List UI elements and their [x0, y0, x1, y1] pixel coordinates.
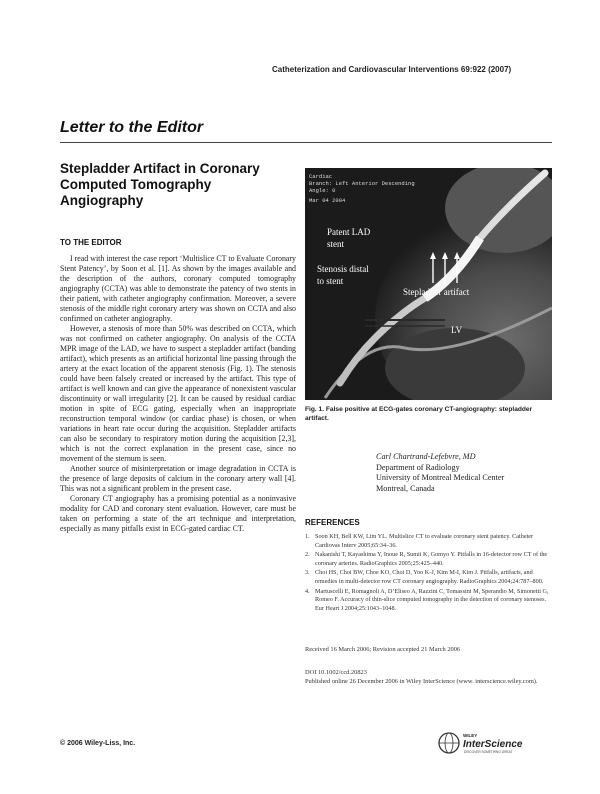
- ct-image: [305, 168, 552, 400]
- logo-main: InterScience: [463, 739, 523, 750]
- article-body: [60, 254, 296, 534]
- ct-angiography-figure: [305, 168, 552, 400]
- logo-top: WILEY: [463, 733, 478, 738]
- reference-text: Soon KH, Bell KW, Lim YL. Multislice CT to evaluate coronary stent patency. Catheter Cardiovas Interv 2005;65:34–36.: [315, 533, 534, 549]
- section-divider: [60, 142, 552, 143]
- reference-number: 3.: [305, 569, 310, 577]
- ct-overlay-text: Angle: 0: [309, 187, 336, 194]
- body-paragraph: I read with interest the case report ‘Multislice CT to Evaluate Coronary Stent Patency’, by Soon et al. [1]. As shown by the images available and the description of the authors, coronary computed tomography angiography (CCTA) was able to demonstrate the patency of two stents in their patient, with catheter angiography confirmation. Moreover, a severe stenosis of the middle right coronary artery was shown on CCTA and also confirmed on catheter angiography.: [60, 254, 296, 324]
- article-title: Stepladder Artifact in Coronary Computed Tomography Angiography: [60, 161, 260, 208]
- reference-item: [305, 533, 550, 550]
- reference-item: [305, 551, 550, 568]
- reference-number: 1.: [305, 533, 310, 540]
- body-paragraph: Coronary CT angiography has a promising potential as a noninvasive modality for CAD and coronary stent evaluation. However, care must be taken on performing a state of the art technique and interpretation, especially as many pitfalls exist in ECG-gated cardiac CT.: [60, 494, 296, 534]
- ct-overlay-text: Mar 04 2004: [309, 197, 346, 204]
- author-city: Montreal, Canada: [376, 483, 435, 493]
- signature-block: [376, 452, 504, 494]
- received-dates: Received 16 March 2006; Revision accepted 21 March 2006: [305, 646, 461, 653]
- copyright-notice: © 2006 Wiley-Liss, Inc.: [60, 740, 136, 747]
- salutation: TO THE EDITOR: [60, 238, 122, 247]
- author-department: Department of Radiology: [376, 462, 460, 472]
- reference-text: Nakanishi T, Kayashima Y, Inoue R, Sumii K, Gomyo Y. Pitfalls in 16-detector row CT of the coronary arteries. RadioGraphics 2005;25:425–440.: [315, 551, 548, 567]
- publication-info: [305, 668, 553, 686]
- reference-item: [305, 569, 550, 586]
- label-patent-lad-2: stent: [327, 239, 344, 249]
- journal-citation: Catheterization and Cardiovascular Interventions 69:922 (2007): [272, 65, 512, 74]
- label-stepladder: Stepladder artifact: [403, 287, 470, 297]
- reference-text: Choi HS, Choi BW, Choe KO, Choi D, Yoo K-J, Kim M-I, Kim J. Pitfalls, artifacts, and remedies in multi-detector row CT coronary angiography. RadioGraphics 2004;24:787–800.: [315, 569, 544, 585]
- author-institution: University of Montreal Medical Center: [376, 473, 505, 482]
- published-online: Published online 26 December 2006 in Wiley InterScience (www. interscience.wiley.com).: [305, 678, 538, 685]
- label-patent-lad: Patent LAD: [327, 227, 371, 237]
- reference-item: [305, 588, 550, 614]
- body-paragraph: However, a stenosis of more than 50% was described on CCTA, which was not confirmed on catheter angiography. On analysis of the CCTA MPR image of the LAD, we have to suspect a stepladder artifact (banding artifact), which presents as an artificial horizontal line passing through the artery at the exact location of the apparent stenosis (Fig. 1). The stenosis could have been falsely created or increased by the artifact. This type of artifact is well known and can give the appearance of nonexistent vascular discontinuity or wall irregularity [2]. It can be caused by residual cardiac motion in spite of ECG gating, especially when an inappropriate reconstruction temporal window (or cardiac phase) is chosen, or when variations in heart rate occur during the acquisition. Stepladder artifacts can also be secondary to respiratory motion during the acquisition [2,3], which is not the correct explanation in the present case, since no movement of the sternum is seen.: [60, 324, 296, 464]
- ct-overlay-text: Branch: Left Anterior Descending: [309, 180, 415, 187]
- wiley-interscience-logo: [437, 730, 557, 756]
- reference-text: Martuscelli E, Romagnoli A, D’Eliseo A, Razzini C, Tomassini M, Sperandio M, Simonetti G, Romeo F. Accuracy of thin-slice computed tomography in the detection of coronary stenoses. Eur Heart J 2004;25:1043–1048.: [315, 587, 549, 612]
- figure-caption: Fig. 1. False positive at ECG-gates coronary CT-angiography: stepladder artifact.: [305, 406, 533, 422]
- label-lv: LV: [451, 325, 463, 335]
- author-name: Carl Chartrand-Lefebvre, MD: [376, 452, 476, 461]
- logo-tagline: DISCOVER SOMETHING GREAT: [464, 750, 513, 754]
- reference-number: 2.: [305, 551, 310, 559]
- reference-number: 4.: [305, 587, 310, 595]
- doi: DOI 10.1002/ccd.20823: [305, 669, 367, 676]
- references-heading: REFERENCES: [305, 518, 360, 527]
- ct-overlay-text: Cardiac: [309, 173, 333, 180]
- reference-list: [305, 533, 550, 614]
- label-stenosis: Stenosis distal: [317, 264, 369, 274]
- label-stenosis-2: to stent: [317, 276, 344, 286]
- body-paragraph: Another source of misinterpretation or image degradation in CCTA is the presence of large deposits of calcium in the coronary artery wall [4]. This was not a significant problem in the present case.: [60, 464, 296, 494]
- section-heading: Letter to the Editor: [60, 119, 204, 136]
